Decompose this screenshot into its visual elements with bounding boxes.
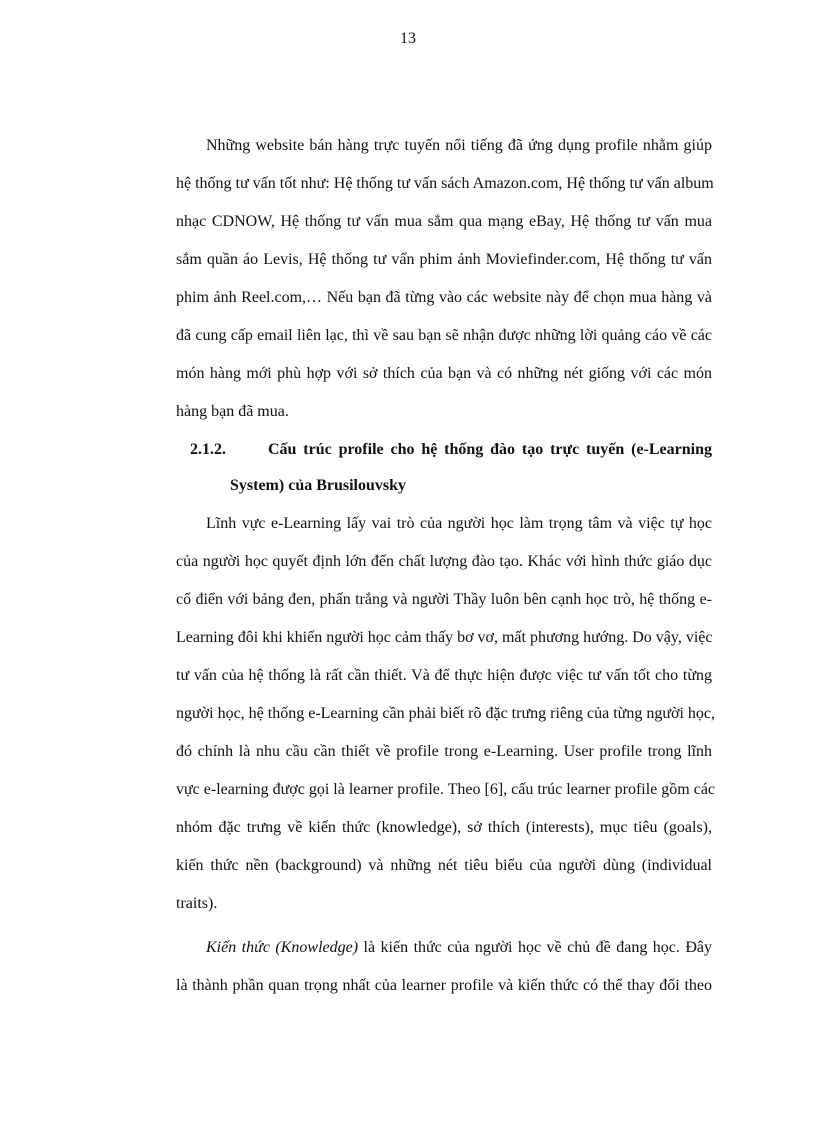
- paragraph-line: món hàng mới phù hợp với sở thích của bạn và có những nét giống với các món: [176, 365, 712, 382]
- paragraph-line: phim ảnh Reel.com,… Nếu bạn đã từng vào các website này để chọn mua hàng và: [176, 289, 712, 306]
- paragraph-line: sắm quần áo Levis, Hệ thống tư vấn phim ảnh Moviefinder.com, Hệ thống tư vấn: [176, 251, 712, 268]
- page-number: 13: [400, 30, 416, 47]
- paragraph-line: [206, 938, 712, 958]
- section-heading: [176, 440, 712, 460]
- paragraph-line: là thành phần quan trọng nhất của learner profile và kiến thức có thể thay đổi theo: [176, 977, 712, 994]
- paragraph-line: tư vấn của hệ thống là rất cần thiết. Và để thực hiện được việc tư vấn tốt cho từng: [176, 667, 712, 684]
- italic-term: Kiến thức (Knowledge): [206, 939, 359, 956]
- paragraph-line: vực e-learning được gọi là learner profile. Theo [6], cấu trúc learner profile gồm các: [176, 781, 716, 798]
- paragraph-line: hệ thống tư vấn tốt như: Hệ thống tư vấn sách Amazon.com, Hệ thống tư vấn album: [176, 175, 714, 192]
- section-title: Cấu trúc profile cho hệ thống đào tạo trực tuyến (e-Learning: [268, 441, 712, 458]
- paragraph-line: kiến thức nền (background) và những nét tiêu biểu của người dùng (individual: [176, 857, 712, 874]
- paragraph-line: đó chính là nhu cầu cần thiết về profile trong e-Learning. User profile trong lĩnh: [176, 743, 712, 760]
- paragraph-line: Lĩnh vực e-Learning lấy vai trò của người học làm trọng tâm và việc tự học: [206, 515, 712, 532]
- section-title-continued: System) của Brusilouvsky: [230, 477, 407, 494]
- paragraph-line: cổ điển với bảng đen, phấn trắng và người Thầy luôn bên cạnh học trò, hệ thống e-: [176, 591, 712, 608]
- paragraph-text: là kiến thức của người học về chủ đề đang học. Đây: [358, 939, 713, 956]
- paragraph-line: nhóm đặc trưng về kiến thức (knowledge), sở thích (interests), mục tiêu (goals),: [176, 819, 712, 836]
- paragraph-line: traits).: [176, 895, 218, 912]
- paragraph-line: đã cung cấp email liên lạc, thì về sau bạn sẽ nhận được những lời quảng cáo về các: [176, 327, 712, 344]
- paragraph-line: người học, hệ thống e-Learning cần phải biết rõ đặc trưng riêng của từng người học,: [176, 705, 715, 722]
- paragraph-line: nhạc CDNOW, Hệ thống tư vấn mua sắm qua mạng eBay, Hệ thống tư vấn mua: [176, 213, 712, 230]
- paragraph-line: của người học quyết định lớn đến chất lượng đào tạo. Khác với hình thức giáo dục: [176, 553, 712, 570]
- paragraph-line: Những website bán hàng trực tuyến nổi tiếng đã ứng dụng profile nhằm giúp: [206, 137, 712, 154]
- paragraph-line: hàng bạn đã mua.: [176, 403, 289, 420]
- section-number: 2.1.2.: [190, 441, 226, 458]
- paragraph-line: Learning đôi khi khiến người học cảm thấy bơ vơ, mất phương hướng. Do vậy, việc: [176, 629, 713, 646]
